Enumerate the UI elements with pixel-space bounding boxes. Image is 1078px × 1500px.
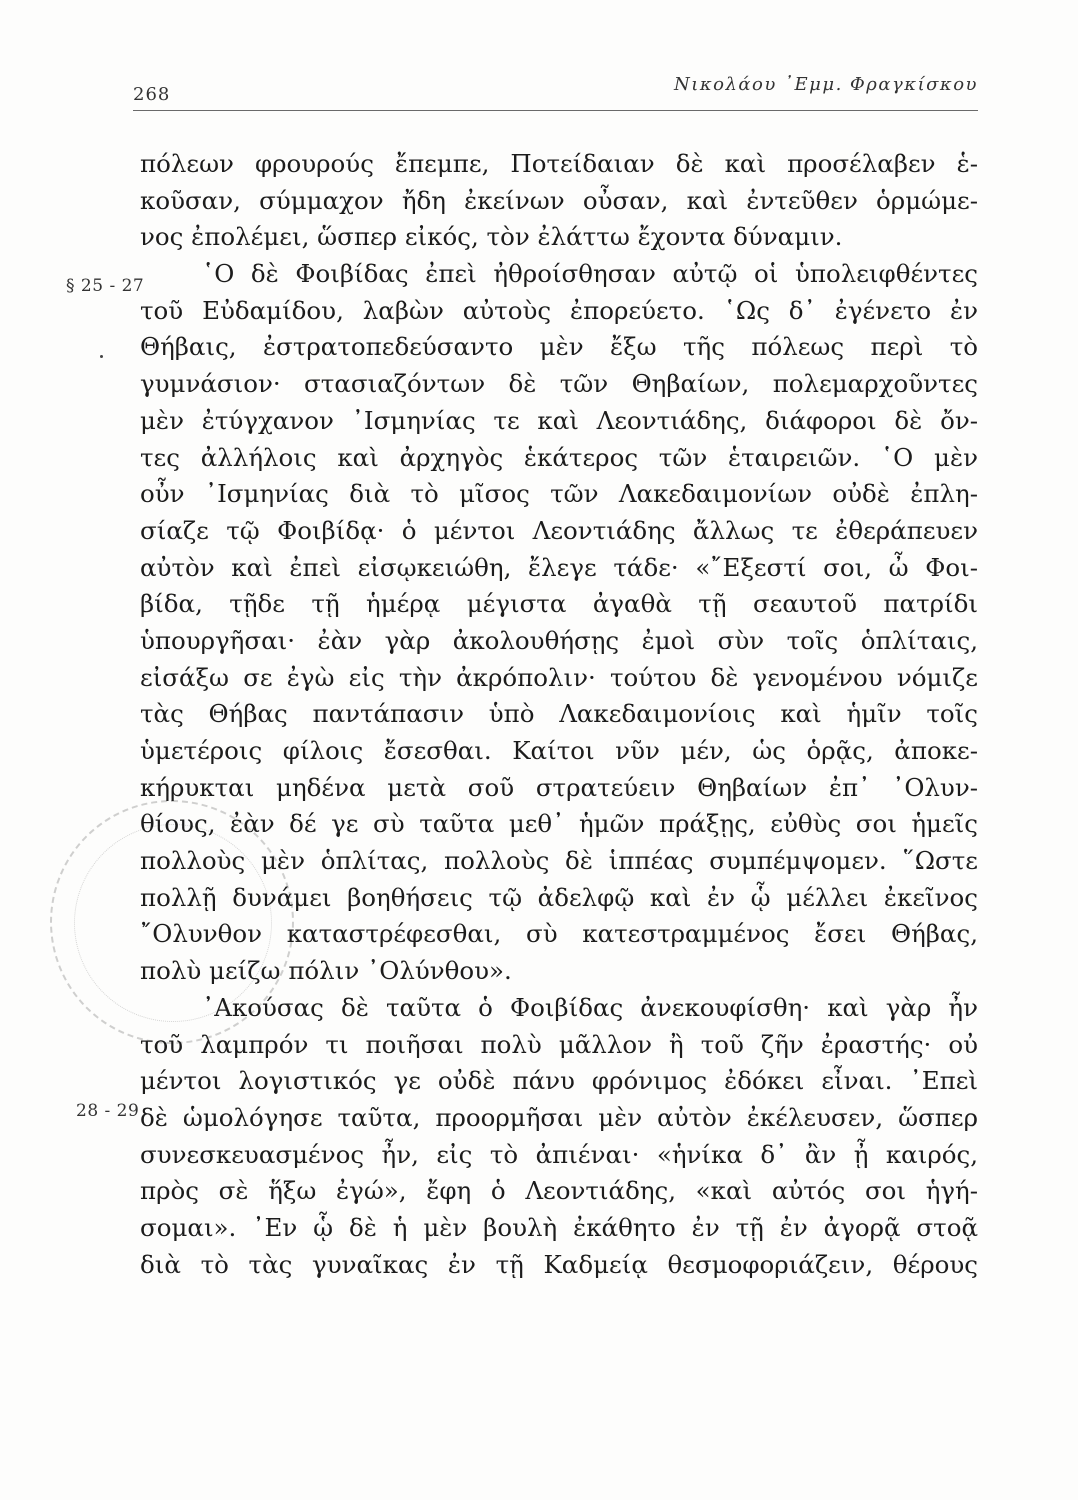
text-line: βίδα, τῇδε τῇ ἡμέρᾳ μέγιστα ἀγαθὰ τῇ σεαυτοῦ πατρίδι <box>140 589 978 619</box>
text-line: μέντοι λογιστικός γε οὐδὲ πάνυ φρόνιμος ἐδόκει εἶναι. ᾿Επεὶ <box>140 1066 978 1096</box>
text-line: τοῦ Εὐδαμίδου, λαβὼν αὐτοὺς ἐπορεύετο. ῾Ως δ᾿ ἐγένετο ἐν <box>140 295 978 325</box>
text-line: ὑπουργῆσαι· ἐὰν γὰρ ἀκολουθήσῃς ἐμοὶ σὺν τοῖς ὁπλίταις, <box>140 625 978 655</box>
text-line: γυμνάσιον· στασιαζόντων δὲ τῶν Θηβαίων, πολεμαρχοῦντες <box>140 369 978 399</box>
text-line: ὑμετέροις φίλοις ἔσεσθαι. Καίτοι νῦν μέν, ὡς ὁρᾷς, ἀποκε- <box>140 736 978 765</box>
margin-ref-25-27: § 25 - 27 <box>66 276 145 296</box>
margin-ref-28-29: 28 - 29 <box>76 1101 140 1121</box>
text-line: τὰς Θήβας παντάπασιν ὑπὸ Λακεδαιμονίοις καὶ ἡμῖν τοῖς <box>140 699 978 729</box>
running-head-author: Νικολάου ᾿Εμμ. Φραγκίσκου <box>674 74 978 95</box>
text-line: πρὸς σὲ ἥξω ἐγώ», ἔφη ὁ Λεοντιάδης, «καὶ αὐτός σοι ἡγή- <box>140 1176 978 1206</box>
text-line: οὖν ᾿Ισμηνίας διὰ τὸ μῖσος τῶν Λακεδαιμονίων οὐδὲ ἐπλη- <box>140 479 978 509</box>
text-line: αὐτὸν καὶ ἐπεὶ εἰσῳκειώθη, ἔλεγε τάδε· «῎Εξεστί σοι, ὦ Φοι- <box>140 552 978 582</box>
text-line: ᾿Ακούσας δὲ ταῦτα ὁ Φοιβίδας ἀνεκουφίσθη· καὶ γὰρ ἦν <box>202 992 978 1022</box>
text-line: Θήβαις, ἐστρατοπεδεύσαντο μὲν ἔξω τῆς πόλεως περὶ τὸ <box>140 332 978 362</box>
margin-dot <box>100 355 103 358</box>
text-line: πολὺ μείζω πόλιν ᾿Ολύνθου». <box>140 956 512 986</box>
text-line: πολλοὺς μὲν ὁπλίτας, πολλοὺς δὲ ἱππέας συμπέμψομεν. ῞Ωστε <box>140 846 978 876</box>
text-line: κήρυκται μηδένα μετὰ σοῦ στρατεύειν Θηβαίων ἐπ᾿ ᾿Ολυν- <box>140 772 978 802</box>
text-line: μὲν ἐτύγχανον ᾿Ισμηνίας τε καὶ Λεοντιάδης, διάφοροι δὲ ὄν- <box>140 405 978 435</box>
page-number: 268 <box>133 84 171 105</box>
text-line: σομαι». ᾿Εν ᾧ δὲ ἡ μὲν βουλὴ ἐκάθητο ἐν τῇ ἐν ἀγορᾷ στοᾷ <box>140 1212 978 1242</box>
text-line: ῎Ολυνθον καταστρέφεσθαι, σὺ κατεστραμμένος ἔσει Θήβας, <box>140 919 978 949</box>
text-line: δὲ ὡμολόγησε ταῦτα, προορμῆσαι μὲν αὐτὸν ἐκέλευσεν, ὥσπερ <box>140 1102 978 1132</box>
text-line: σίαζε τῷ Φοιβίδᾳ· ὁ μέντοι Λεοντιάδης ἄλλως τε ἐθεράπευεν <box>140 515 978 545</box>
text-line: κοῦσαν, σύμμαχον ἤδη ἐκείνων οὖσαν, καὶ ἐντεῦθεν ὁρμώμε- <box>140 185 978 215</box>
text-line: διὰ τὸ τὰς γυναῖκας ἐν τῇ Καδμείᾳ θεσμοφοριάζειν, θέρους <box>140 1249 978 1279</box>
text-line: πόλεων φρουρούς ἔπεμπε, Ποτείδαιαν δὲ καὶ προσέλαβεν ἑ- <box>140 149 978 178</box>
text-line: συνεσκευασμένος ἦν, εἰς τὸ ἀπιέναι· «ἡνίκα δ᾿ ἂν ᾖ καιρός, <box>140 1139 978 1169</box>
text-line: νος ἐπολέμει, ὥσπερ εἰκός, τὸν ἐλάττω ἔχοντα δύναμιν. <box>140 222 843 252</box>
body-text <box>140 146 978 1283</box>
text-line: τοῦ λαμπρόν τι ποιῆσαι πολὺ μᾶλλον ἢ τοῦ ζῆν ἐραστής· οὐ <box>140 1029 978 1059</box>
text-line: πολλῇ δυνάμει βοηθήσεις τῷ ἀδελφῷ καὶ ἐν ᾧ μέλλει ἐκεῖνος <box>140 882 978 912</box>
text-line: τες ἀλλήλοις καὶ ἀρχηγὸς ἑκάτερος τῶν ἑταιρειῶν. ῾Ο μὲν <box>140 442 978 472</box>
text-line: ῾Ο δὲ Φοιβίδας ἐπεὶ ἠθροίσθησαν αὐτῷ οἱ ὑπολειφθέντες <box>202 259 978 289</box>
running-header <box>133 70 978 111</box>
text-line: θίους, ἐὰν δέ γε σὺ ταῦτα μεθ᾿ ἡμῶν πράξῃς, εὐθὺς σοι ἡμεῖς <box>140 809 978 839</box>
text-line: εἰσάξω σε ἐγὼ εἰς τὴν ἀκρόπολιν· τούτου δὲ γενομένου νόμιζε <box>140 662 978 692</box>
